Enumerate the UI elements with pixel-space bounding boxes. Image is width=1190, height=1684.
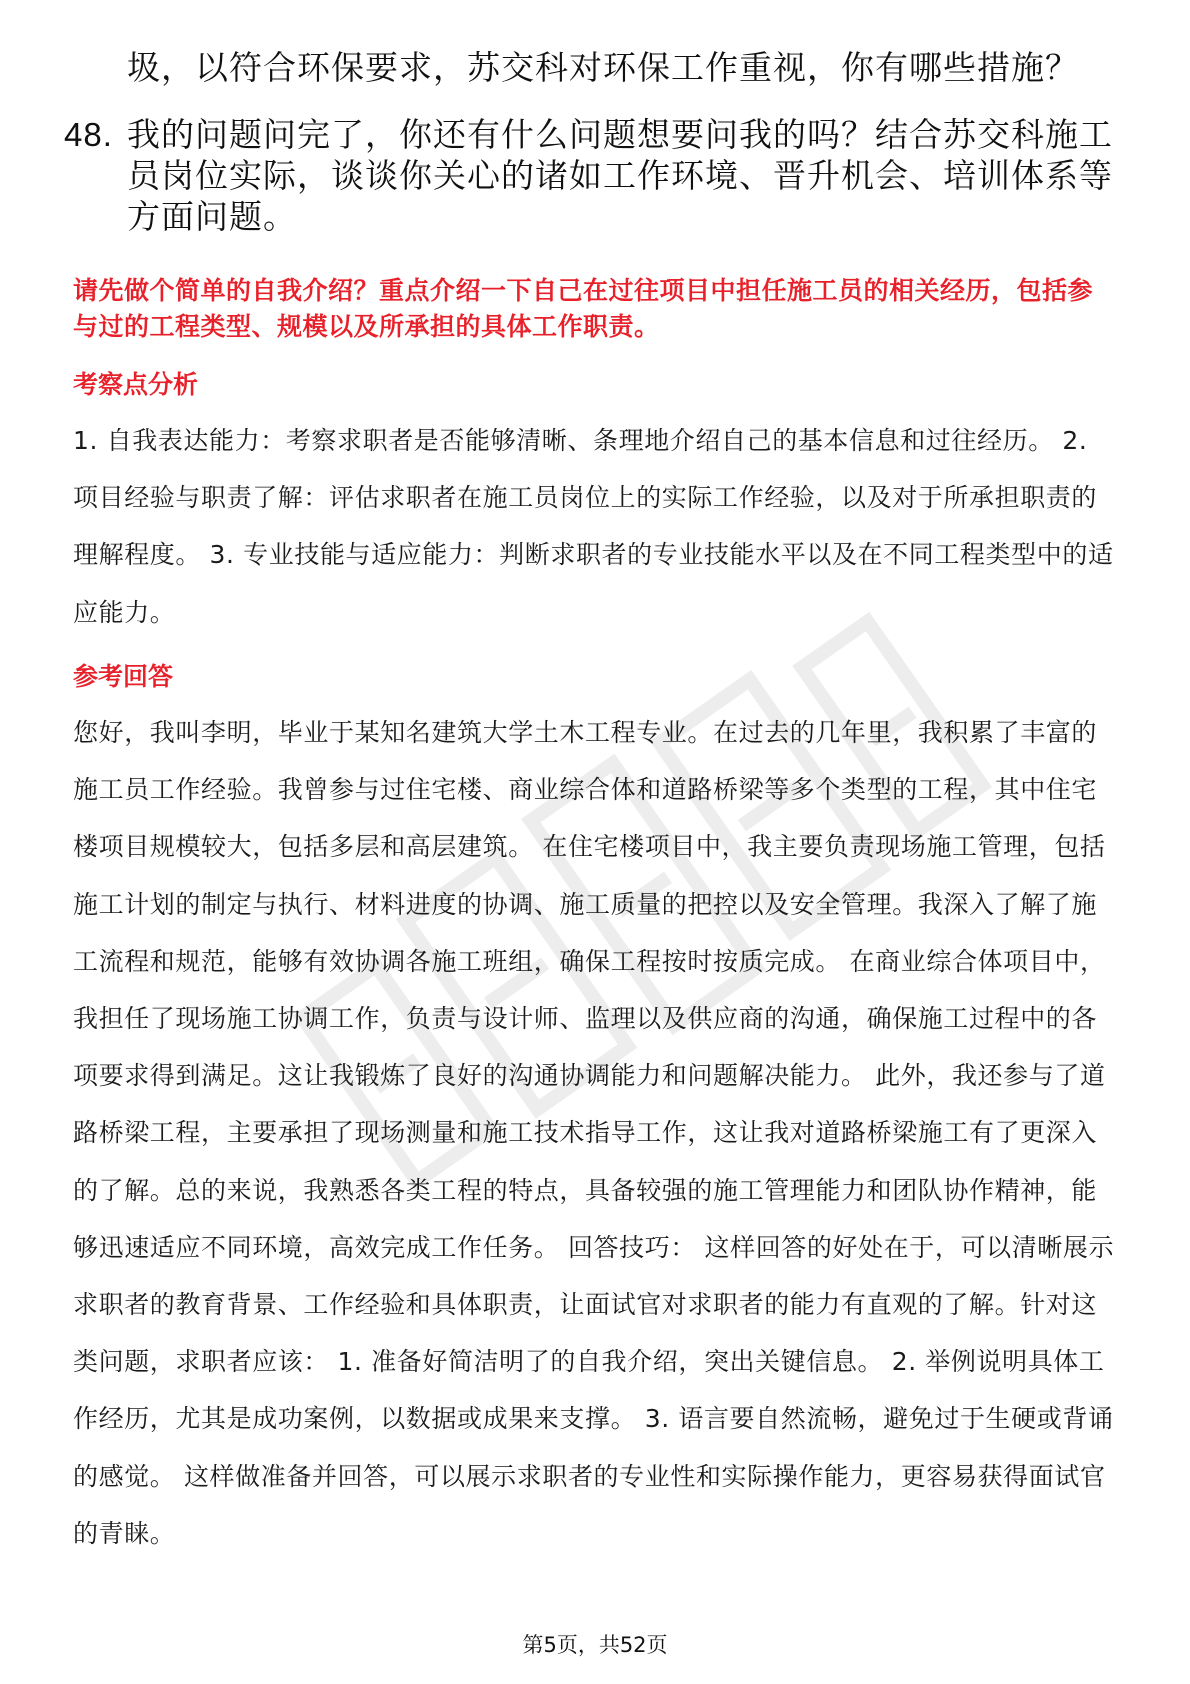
answer-heading: 参考回答 (73, 662, 174, 691)
list-item-continuation: 圾，以符合环保要求，苏交科对环保工作重视，你有哪些措施？ (127, 48, 1079, 87)
answer-text: 您好，我叫李明，毕业于某知名建筑大学土木工程专业。在过去的几年里，我积累了丰富的施工员工作经验。我曾参与过住宅楼、商业综合体和道路桥梁等多个类型的工程，其中住宅楼项目规模较大，包括多层和高层建筑。 在住宅楼项目中，我主要负责现场施工管理，包括施工计划的制定与执行、材料进度的协调、施工质量的把控以及安全管理。我深入了解了施工流程和规范，能够有效协调各施工班组，确保工程按时按质完成。 在商业综合体项目中，我担任了现场施工协调工作，负责与设计师、监理以及供应商的沟通，确保施工过程中的各项要求得到满足。这让我锻炼了良好的沟通协调能力和问题解决能力。 此外，我还参与了道路桥梁工程，主要承担了现场测量和施工技术指导工作，这让我对道路桥梁施工有了更深入的了解。总的来说，我熟悉各类工程的特点，具备较强的施工管理能力和团队协作精神，能够迅速适应不同环境，高效完成工作任务。 回答技巧： 这样回答的好处在于，可以清晰展示求职者的教育背景、工作经验和具体职责，让面试官对求职者的能力有直观的了解。针对这类问题，求职者应该： 1. 准备好简洁明了的自我介绍，突出关键信息。 2. 举例说明具体工作经历，尤其是成功案例，以数据或成果来支撑。 3. 语言要自然流畅，避免过于生硬或背诵的感觉。 这样做准备并回答，可以展示求职者的专业性和实际操作能力，更容易获得面试官的青睐。 (73, 718, 1115, 1548)
interview-question: 请先做个简单的自我介绍？重点介绍一下自己在过往项目中担任施工员的相关经历，包括参与过的工程类型、规模以及所承担的具体工作职责。 (73, 276, 1094, 341)
list-item-48 (64, 114, 1124, 237)
list-item-text: 我的问题问完了，你还有什么问题想要问我的吗？结合苏交科施工员岗位实际，谈谈你关心的诸如工作环境、晋升机会、培训体系等方面问题。 (127, 115, 1113, 236)
page-number: 第5页，共52页 (522, 1633, 668, 1657)
analysis-heading: 考察点分析 (73, 370, 199, 399)
analysis-text: 1. 自我表达能力：考察求职者是否能够清晰、条理地介绍自己的基本信息和过往经历。 2. 项目经验与职责了解：评估求职者在施工员岗位上的实际工作经验，以及对于所承担职责的理解程度。 3. 专业技能与适应能力：判断求职者的专业技能水平以及在不同工程类型中的适应能力。 (73, 426, 1114, 627)
list-item-number: 48. (64, 116, 113, 153)
